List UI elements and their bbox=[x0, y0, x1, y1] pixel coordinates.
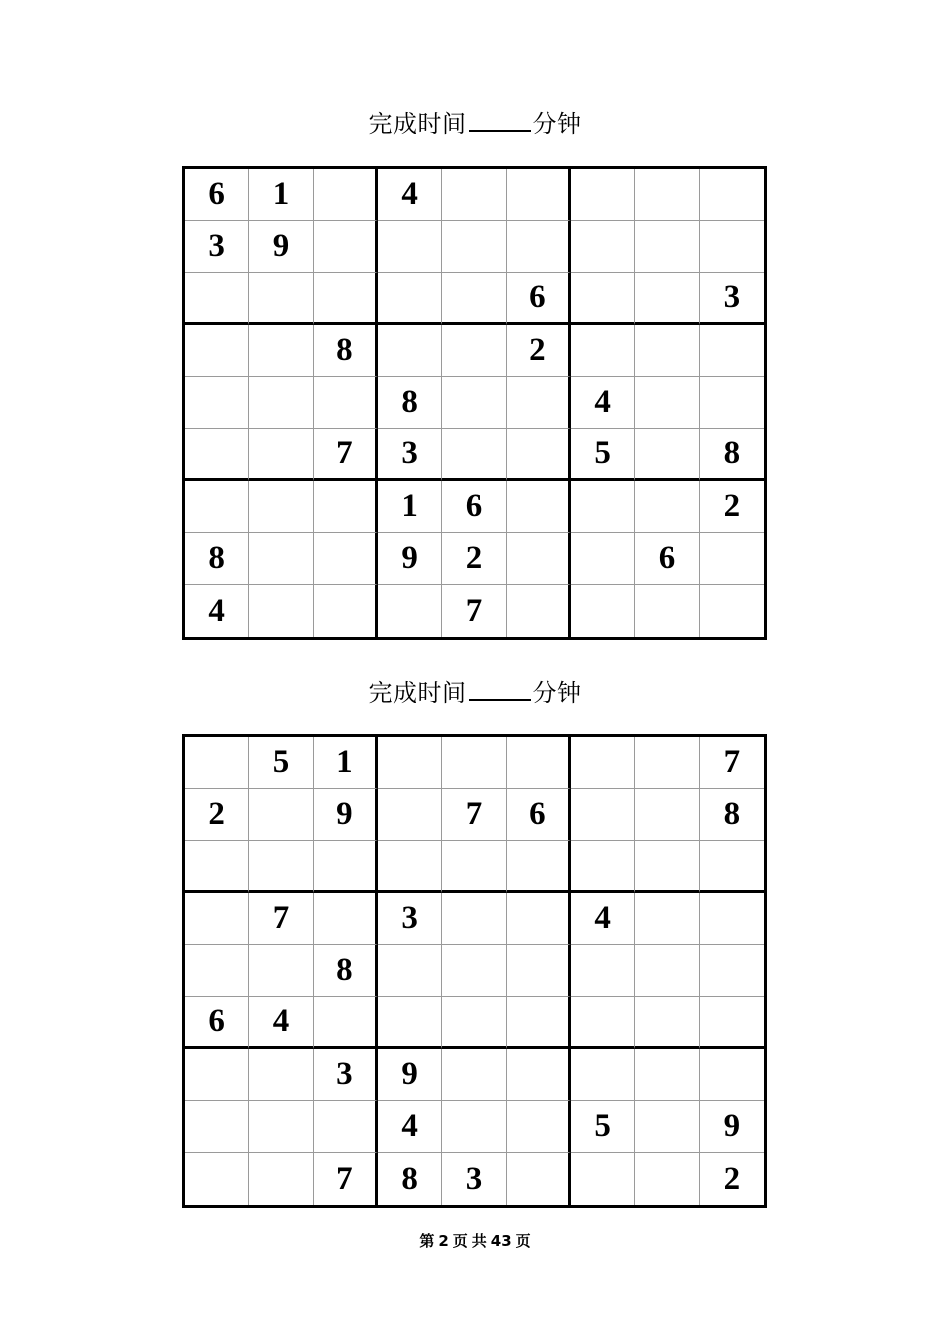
sudoku-cell[interactable]: 1 bbox=[314, 737, 378, 789]
sudoku-cell[interactable]: 8 bbox=[378, 377, 442, 429]
sudoku-cell[interactable] bbox=[442, 1101, 506, 1153]
sudoku-cell[interactable] bbox=[378, 997, 442, 1049]
sudoku-cell[interactable]: 9 bbox=[314, 789, 378, 841]
sudoku-cell[interactable] bbox=[185, 325, 249, 377]
sudoku-cell[interactable]: 6 bbox=[507, 273, 571, 325]
sudoku-cell[interactable]: 6 bbox=[635, 533, 699, 585]
sudoku-cell[interactable] bbox=[378, 945, 442, 997]
sudoku-cell[interactable] bbox=[442, 737, 506, 789]
sudoku-cell[interactable]: 9 bbox=[378, 533, 442, 585]
sudoku-cell[interactable] bbox=[635, 169, 699, 221]
sudoku-cell[interactable]: 8 bbox=[700, 429, 764, 481]
sudoku-cell[interactable]: 3 bbox=[442, 1153, 506, 1205]
sudoku-cell[interactable]: 8 bbox=[314, 325, 378, 377]
sudoku-cell[interactable]: 3 bbox=[378, 429, 442, 481]
sudoku-cell[interactable] bbox=[249, 377, 313, 429]
sudoku-cell[interactable] bbox=[571, 585, 635, 637]
sudoku-cell[interactable] bbox=[185, 1101, 249, 1153]
sudoku-cell[interactable] bbox=[249, 1049, 313, 1101]
sudoku-cell[interactable]: 5 bbox=[571, 429, 635, 481]
sudoku-cell[interactable] bbox=[635, 221, 699, 273]
sudoku-cell[interactable]: 3 bbox=[314, 1049, 378, 1101]
sudoku-cell[interactable] bbox=[249, 841, 313, 893]
sudoku-cell[interactable]: 7 bbox=[249, 893, 313, 945]
sudoku-cell[interactable] bbox=[700, 841, 764, 893]
sudoku-cell[interactable] bbox=[635, 429, 699, 481]
sudoku-cell[interactable] bbox=[700, 1049, 764, 1101]
sudoku-cell[interactable]: 3 bbox=[378, 893, 442, 945]
sudoku-cell[interactable] bbox=[635, 377, 699, 429]
sudoku-cell[interactable]: 6 bbox=[507, 789, 571, 841]
sudoku-cell[interactable] bbox=[571, 273, 635, 325]
sudoku-cell[interactable] bbox=[507, 221, 571, 273]
sudoku-cell[interactable] bbox=[249, 1153, 313, 1205]
sudoku-cell[interactable] bbox=[442, 945, 506, 997]
sudoku-cell[interactable] bbox=[700, 997, 764, 1049]
sudoku-cell[interactable] bbox=[378, 273, 442, 325]
sudoku-cell[interactable]: 2 bbox=[700, 481, 764, 533]
sudoku-cell[interactable] bbox=[185, 481, 249, 533]
sudoku-cell[interactable] bbox=[571, 1153, 635, 1205]
sudoku-cell[interactable] bbox=[507, 377, 571, 429]
sudoku-cell[interactable] bbox=[314, 533, 378, 585]
sudoku-cell[interactable] bbox=[507, 429, 571, 481]
sudoku-cell[interactable] bbox=[571, 1049, 635, 1101]
sudoku-cell[interactable] bbox=[314, 997, 378, 1049]
puzzle-1-title bbox=[0, 104, 950, 139]
sudoku-cell[interactable] bbox=[635, 841, 699, 893]
sudoku-cell[interactable] bbox=[314, 893, 378, 945]
sudoku-cell[interactable] bbox=[507, 997, 571, 1049]
sudoku-cell[interactable] bbox=[507, 533, 571, 585]
sudoku-cell[interactable] bbox=[378, 789, 442, 841]
sudoku-cell[interactable] bbox=[314, 377, 378, 429]
sudoku-cell[interactable]: 6 bbox=[185, 169, 249, 221]
sudoku-cell[interactable]: 4 bbox=[378, 1101, 442, 1153]
sudoku-cell[interactable] bbox=[185, 841, 249, 893]
title-prefix: 完成时间 bbox=[368, 110, 467, 138]
total-unit: 页 bbox=[515, 1232, 531, 1250]
sudoku-cell[interactable]: 9 bbox=[700, 1101, 764, 1153]
sudoku-cell[interactable] bbox=[249, 533, 313, 585]
sudoku-cell[interactable] bbox=[314, 221, 378, 273]
sudoku-cell[interactable] bbox=[700, 945, 764, 997]
sudoku-cell[interactable] bbox=[700, 221, 764, 273]
page-word: 第 bbox=[419, 1232, 435, 1250]
sudoku-cell[interactable] bbox=[378, 737, 442, 789]
sudoku-cell[interactable] bbox=[635, 945, 699, 997]
sudoku-cell[interactable] bbox=[314, 169, 378, 221]
sudoku-cell[interactable]: 7 bbox=[314, 429, 378, 481]
sudoku-cell[interactable] bbox=[378, 325, 442, 377]
sudoku-cell[interactable] bbox=[378, 585, 442, 637]
sudoku-cell[interactable]: 9 bbox=[378, 1049, 442, 1101]
page-footer bbox=[0, 1230, 950, 1251]
sudoku-cell[interactable] bbox=[442, 841, 506, 893]
sudoku-cell[interactable] bbox=[314, 841, 378, 893]
page-unit: 页 bbox=[452, 1232, 468, 1250]
sudoku-cell[interactable] bbox=[249, 945, 313, 997]
sudoku-cell[interactable] bbox=[571, 737, 635, 789]
sudoku-cell[interactable] bbox=[635, 1101, 699, 1153]
sudoku-cell[interactable]: 3 bbox=[185, 221, 249, 273]
sudoku-cell[interactable] bbox=[249, 429, 313, 481]
sudoku-cell[interactable] bbox=[635, 1049, 699, 1101]
sudoku-cell[interactable] bbox=[249, 789, 313, 841]
sudoku-cell[interactable]: 7 bbox=[700, 737, 764, 789]
sudoku-cell[interactable] bbox=[507, 481, 571, 533]
sudoku-cell[interactable] bbox=[442, 1049, 506, 1101]
sudoku-cell[interactable] bbox=[507, 1153, 571, 1205]
sudoku-cell[interactable] bbox=[185, 377, 249, 429]
sudoku-cell[interactable]: 4 bbox=[185, 585, 249, 637]
sudoku-cell[interactable] bbox=[635, 325, 699, 377]
page-number: 2 bbox=[438, 1232, 449, 1250]
sudoku-cell[interactable] bbox=[185, 737, 249, 789]
sudoku-cell[interactable] bbox=[249, 585, 313, 637]
sudoku-cell[interactable] bbox=[635, 737, 699, 789]
sudoku-cell[interactable]: 8 bbox=[185, 533, 249, 585]
sudoku-cell[interactable] bbox=[700, 585, 764, 637]
sudoku-cell[interactable] bbox=[185, 945, 249, 997]
title-suffix: 分钟 bbox=[532, 679, 582, 707]
sudoku-cell[interactable]: 4 bbox=[378, 169, 442, 221]
sudoku-cell[interactable] bbox=[249, 273, 313, 325]
sudoku-cell[interactable] bbox=[507, 169, 571, 221]
total-word: 共 bbox=[471, 1232, 487, 1250]
sudoku-cell[interactable] bbox=[507, 585, 571, 637]
sudoku-cell[interactable] bbox=[700, 893, 764, 945]
sudoku-cell[interactable]: 2 bbox=[507, 325, 571, 377]
sudoku-cell[interactable] bbox=[571, 945, 635, 997]
sudoku-cell[interactable] bbox=[635, 585, 699, 637]
puzzle-2-title bbox=[0, 673, 950, 708]
sudoku-cell[interactable]: 6 bbox=[442, 481, 506, 533]
sudoku-cell[interactable] bbox=[185, 429, 249, 481]
sudoku-cell[interactable] bbox=[442, 377, 506, 429]
sudoku-cell[interactable] bbox=[700, 325, 764, 377]
sudoku-cell[interactable]: 7 bbox=[314, 1153, 378, 1205]
sudoku-cell[interactable]: 1 bbox=[378, 481, 442, 533]
sudoku-cell[interactable] bbox=[249, 481, 313, 533]
sudoku-cell[interactable] bbox=[249, 325, 313, 377]
sudoku-cell[interactable] bbox=[700, 169, 764, 221]
sudoku-cell[interactable] bbox=[507, 737, 571, 789]
sudoku-cell[interactable] bbox=[507, 1049, 571, 1101]
sudoku-cell[interactable]: 2 bbox=[723, 1160, 741, 1197]
sudoku-cell[interactable]: 5 bbox=[249, 737, 313, 789]
sudoku-cell[interactable] bbox=[378, 221, 442, 273]
sudoku-cell[interactable] bbox=[571, 997, 635, 1049]
sudoku-cell[interactable] bbox=[635, 893, 699, 945]
sudoku-cell[interactable] bbox=[571, 789, 635, 841]
sudoku-cell[interactable] bbox=[185, 1153, 249, 1205]
sudoku-cell[interactable] bbox=[314, 585, 378, 637]
sudoku-cell[interactable] bbox=[185, 273, 249, 325]
sudoku-cell[interactable]: 6 bbox=[185, 997, 249, 1049]
sudoku-cell[interactable]: 5 bbox=[571, 1101, 635, 1153]
sudoku-grid-1 bbox=[182, 166, 767, 640]
sudoku-cell[interactable]: 8 bbox=[700, 789, 764, 841]
sudoku-cell[interactable] bbox=[635, 1153, 699, 1205]
sudoku-cell[interactable]: 9 bbox=[249, 221, 313, 273]
sudoku-cell[interactable] bbox=[185, 1049, 249, 1101]
sudoku-cell[interactable]: 2 bbox=[185, 789, 249, 841]
sudoku-cell[interactable] bbox=[635, 481, 699, 533]
sudoku-cell[interactable] bbox=[571, 221, 635, 273]
sudoku-cell[interactable] bbox=[442, 169, 506, 221]
sudoku-cell[interactable] bbox=[442, 221, 506, 273]
sudoku-cell[interactable]: 7 bbox=[442, 585, 506, 637]
sudoku-cell[interactable]: 7 bbox=[442, 789, 506, 841]
sudoku-cell[interactable] bbox=[571, 533, 635, 585]
sudoku-cell[interactable]: 4 bbox=[571, 893, 635, 945]
sudoku-cell[interactable] bbox=[571, 481, 635, 533]
sudoku-cell[interactable] bbox=[442, 997, 506, 1049]
title-prefix: 完成时间 bbox=[368, 679, 467, 707]
sudoku-cell[interactable] bbox=[442, 273, 506, 325]
sudoku-cell[interactable]: 3 bbox=[700, 273, 764, 325]
sudoku-cell[interactable] bbox=[314, 1101, 378, 1153]
sudoku-cell[interactable]: 8 bbox=[314, 945, 378, 997]
sudoku-cell[interactable] bbox=[635, 997, 699, 1049]
sudoku-cell[interactable]: 4 bbox=[249, 997, 313, 1049]
sudoku-cell[interactable] bbox=[700, 377, 764, 429]
sudoku-cell[interactable]: 1 bbox=[249, 169, 313, 221]
sudoku-cell[interactable]: 4 bbox=[571, 377, 635, 429]
sudoku-cell[interactable] bbox=[700, 533, 764, 585]
sudoku-cell[interactable] bbox=[507, 841, 571, 893]
sudoku-cell[interactable] bbox=[249, 1101, 313, 1153]
sudoku-cell[interactable] bbox=[442, 325, 506, 377]
sudoku-cell[interactable] bbox=[507, 893, 571, 945]
sudoku-cell[interactable] bbox=[507, 945, 571, 997]
sudoku-cell[interactable] bbox=[185, 893, 249, 945]
sudoku-cell[interactable] bbox=[571, 169, 635, 221]
sudoku-cell[interactable] bbox=[507, 1101, 571, 1153]
sudoku-cell[interactable] bbox=[314, 481, 378, 533]
title-suffix: 分钟 bbox=[532, 110, 582, 138]
sudoku-cell[interactable] bbox=[314, 273, 378, 325]
sudoku-cell[interactable]: 8 bbox=[378, 1153, 442, 1205]
sudoku-grid-2 bbox=[182, 734, 767, 1208]
sudoku-cell[interactable]: 2 bbox=[442, 533, 506, 585]
sudoku-cell[interactable] bbox=[635, 273, 699, 325]
sudoku-cell[interactable] bbox=[635, 789, 699, 841]
time-blank bbox=[469, 677, 531, 701]
sudoku-cell[interactable] bbox=[571, 325, 635, 377]
sudoku-cell[interactable] bbox=[442, 893, 506, 945]
time-blank bbox=[469, 108, 531, 132]
sudoku-cell[interactable] bbox=[378, 841, 442, 893]
sudoku-cell[interactable] bbox=[442, 429, 506, 481]
total-pages: 43 bbox=[490, 1232, 512, 1250]
sudoku-cell[interactable] bbox=[571, 841, 635, 893]
